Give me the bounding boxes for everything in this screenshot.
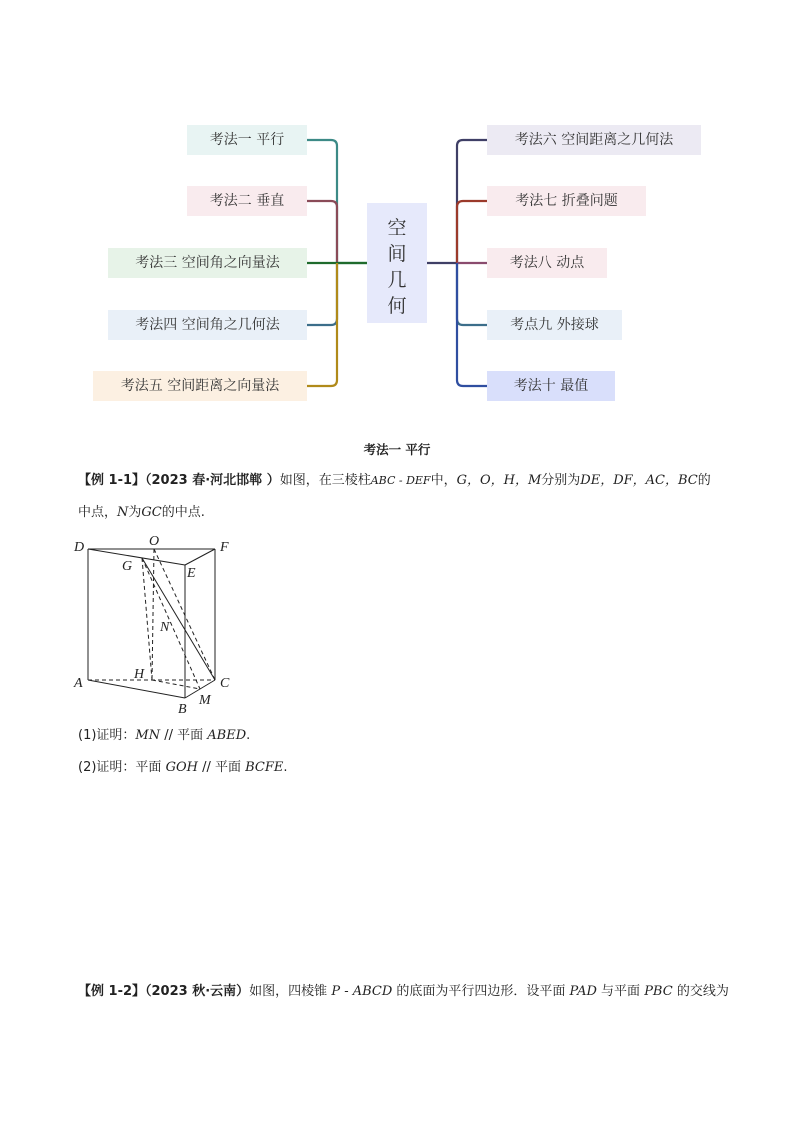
label-M: M [199, 693, 211, 708]
label-B: B [178, 702, 187, 715]
section-title: 考法一 平行 [363, 442, 431, 457]
text-span: (1)证明： [78, 728, 136, 743]
text-span: 的交线为 [672, 984, 729, 999]
text-span: 中， [430, 473, 457, 488]
text-span: // 平面 [197, 760, 246, 775]
example-source: （2023 春·河北邯郸 ） [145, 473, 280, 488]
math-edges: DE，DF，AC，BC [580, 473, 698, 488]
text-span: 的底面为平行四边形．设平面 [392, 984, 570, 999]
label-C: C [220, 676, 230, 691]
mindmap-node-method-5: 考法五 空间距离之向量法 [93, 371, 307, 401]
text-span: 如图，在三棱柱 [279, 473, 371, 488]
math-prism: ABC - DEF [370, 474, 431, 487]
question-1 [78, 721, 250, 751]
label-N: N [160, 620, 170, 635]
math-plane-bcfe: BCFE [245, 760, 284, 775]
label-A: A [74, 676, 83, 691]
math-points: G，O，H，M [456, 473, 542, 488]
math-plane-pad: PAD [569, 984, 597, 999]
example-source: （2023 秋·云南） [145, 984, 250, 999]
prism-figure [72, 535, 252, 715]
label-O: O [149, 535, 160, 549]
math-mn: MN [135, 728, 161, 743]
math-plane-abed: ABED [207, 728, 247, 743]
label-D: D [74, 540, 85, 555]
example-1-1-line-1 [78, 466, 711, 496]
text-span: . [283, 760, 288, 775]
mindmap-node-method-2: 考法二 垂直 [187, 186, 307, 216]
mindmap-node-method-7: 考法七 折叠问题 [487, 186, 646, 216]
center-char-3: 几 [387, 269, 407, 291]
text-span: 如图，四棱锥 [249, 984, 332, 999]
mindmap-node-method-3: 考法三 空间角之向量法 [108, 248, 307, 278]
text-span: 与平面 [596, 984, 645, 999]
mindmap-node-method-8: 考法八 动点 [487, 248, 607, 278]
center-char-1: 空 [387, 217, 407, 239]
math-pyramid: P - ABCD [331, 984, 393, 999]
question-2 [78, 753, 288, 783]
example-1-1-line-2 [78, 498, 205, 528]
center-char-2: 间 [387, 243, 407, 265]
example-tag: 【例 1-1】 [78, 473, 146, 488]
mindmap-center-node [367, 203, 427, 323]
label-G: G [122, 559, 133, 574]
text-span: (2)证明：平面 [78, 760, 166, 775]
text-span: 中点， [78, 505, 118, 520]
math-plane-goh: GOH [165, 760, 198, 775]
text-span: 分别为 [541, 473, 581, 488]
center-char-4: 何 [387, 295, 407, 317]
mindmap-node-method-1: 考法一 平行 [187, 125, 307, 155]
mindmap-node-point-9: 考点九 外接球 [487, 310, 622, 340]
example-1-2-line-1 [78, 977, 729, 1007]
label-E: E [187, 566, 196, 581]
example-tag: 【例 1-2】 [78, 984, 146, 999]
text-span: 的中点. [161, 505, 205, 520]
label-F: F [220, 540, 229, 555]
text-span: . [246, 728, 251, 743]
mindmap-node-method-6: 考法六 空间距离之几何法 [487, 125, 701, 155]
text-span: // 平面 [160, 728, 208, 743]
math-gc: GC [141, 505, 162, 520]
text-span: 的 [697, 473, 711, 488]
math-n: N [117, 505, 129, 520]
text-span: 为 [128, 505, 142, 520]
label-H: H [134, 667, 145, 682]
math-plane-pbc: PBC [644, 984, 673, 999]
mindmap-node-method-10: 考法十 最值 [487, 371, 615, 401]
mindmap-node-method-4: 考法四 空间角之几何法 [108, 310, 307, 340]
